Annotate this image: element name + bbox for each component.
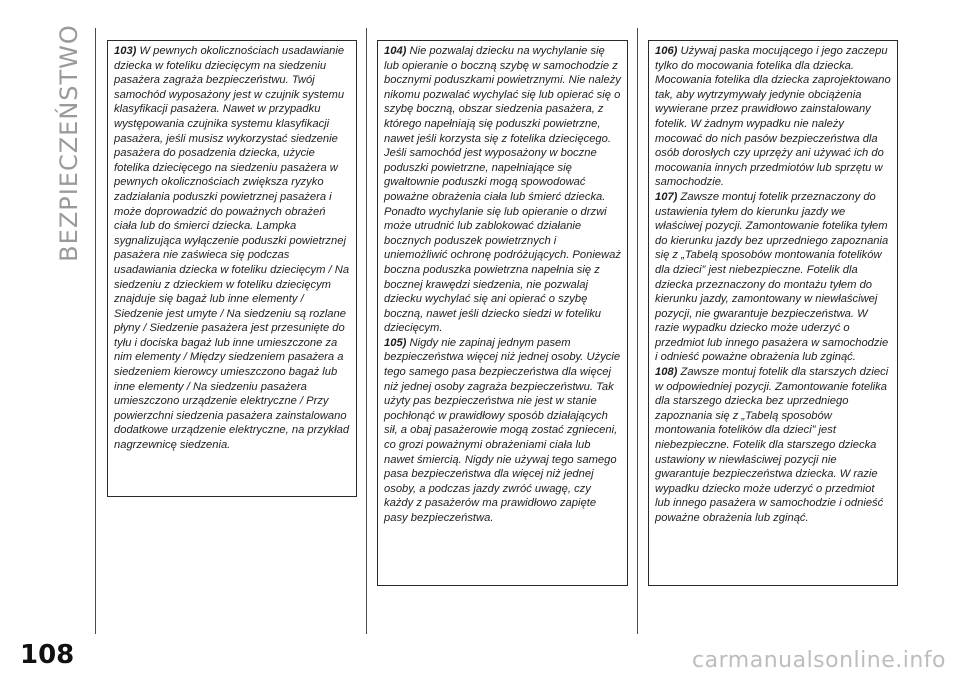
note-text: W pewnych okolicznościach usadawianie dziecka w foteliku dziecięcym na siedzeniu pasażera zagraża bezpieczeństwu. Twój samochód wyposażony jest w czujnik systemu klasyfikacji pasażera. Nawet w przypadku występowania czujnika systemu klasyfikacji pasażera, jeśli musisz wykorzystać siedzenie pasażera do posadzenia dziecka, użycie fotelika dziecięcego na siedzeniu pasażera w pewnych okolicznościach zwiększa ryzyko zadziałania poduszki powietrznej pasażera i może doprowadzić do poważnych obrażeń ciała lub do śmierci dziecka. Lampka sygnalizująca wyłączenie poduszki powietrznej pasażera nie zaświeca się podczas usadawiania dziecka w foteliku dziecięcym / Na siedzeniu z dzieckiem w foteliku dziecięcym znajduje się bagaż lub inne elementy / Siedzenie jest umyte / Na siedzeniu są rozlane płyny / Siedzenie pasażera jest przesunięte do tyłu i dociska bagaż lub inne umieszczone za nim elementy / Między siedzeniem pasażera a siedzeniem kierowcy umieszczono bagaż lub inne elementy / Na siedzeniu pasażera umieszczono urządzenie elektryczne / Przy powierzchni siedzenia pasażera zainstalowano dodatkowe urządzenie elektryczne, na przykład nagrzewnicę siedzenia. [114, 45, 350, 452]
note-number: 106) [655, 45, 678, 57]
note-text: Nie pozwalaj dziecku na wychylanie się lub opieranie o boczną szybę w samochodzie z bocznymi poduszkami powietrznymi. Nie należy nikomu pozwalać wychylać się lub opierać się o szybę boczną, obszar siedzenia pasażera, z którego napełniają się poduszki powietrzne, nawet jeśli korzysta się z fotelika dziecięcego. Jeśli samochód jest wyposażony w boczne poduszki powietrzne, napełniające się gwałtownie poduszki mogą spowodować poważne obrażenia ciała lub śmierć dziecka. Ponadto wychylanie się lub opieranie o drzwi może utrudnić lub zablokować działanie bocznych poduszek powietrznych i uniemożliwić ochronę podróżujących. Ponieważ boczna poduszka powietrzna napełnia się z bocznej krawędzi siedzenia, nie pozwalaj dziecku wychylać się ani opierać o szybę boczną, nawet jeśli dziecko siedzi w foteliku dziecięcym. [384, 45, 621, 335]
note-107 [655, 190, 891, 365]
column-divider-middle [366, 28, 367, 634]
warning-box-103 [107, 40, 357, 497]
warning-box-106-108 [648, 40, 898, 586]
column-divider-left [95, 28, 96, 634]
note-text: Nigdy nie zapinaj jednym pasem bezpieczeństwa więcej niż jednej osoby. Użycie tego samego pasa bezpieczeństwa dla więcej niż jednej osoby zagraża bezpieczeństwu. Tak użyty pas bezpieczeństwa nie jest w stanie pochłonąć w prawidłowy sposób działających sił, a obaj pasażerowie mogą zostać zgnieceni, co grozi poważnymi obrażeniami ciała lub nawet śmiercią. Nigdy nie używaj tego samego pasa bezpieczeństwa dla więcej niż jednej osoby, a podczas jazdy zwróć uwagę, czy każdy z pasażerów ma prawidłowo zapięte pasy bezpieczeństwa. [384, 336, 621, 524]
note-number: 105) [384, 336, 407, 349]
note-number: 103) [114, 45, 137, 57]
note-108 [655, 365, 891, 526]
warning-box-104-105 [377, 40, 628, 586]
section-title-text: BEZPIECZEŃSTWO [55, 24, 83, 262]
note-number: 107) [655, 190, 678, 203]
note-106 [655, 44, 891, 190]
note-text: Zawsze montuj fotelik dla starszych dzieci w odpowiedniej pozycji. Zamontowanie fotelika dla starszego dziecka bez uprzedniego zapoznania się z „Tabelą sposobów montowania fotelików dla dzieci” jest niebezpieczne. Fotelik dla starszego dziecka ustawiony w niewłaściwej pozycji nie gwarantuje bezpieczeństwa dziecka. W razie wypadku dziecko może uderzyć o przedmiot lub innego pasażera w samochodzie i odnieść poważne obrażenia lub zginąć. [655, 366, 889, 524]
note-text: Zawsze montuj fotelik przeznaczony do ustawienia tyłem do kierunku jazdy we właściwej pozycji. Zamontowanie fotelika tyłem do kierunku jazdy bez uprzedniego zapoznania się z „Tabelą sposobów montowania fotelików dla dzieci” jest niebezpieczne. Fotelik dla dziecka przeznaczony do montażu tyłem do kierunku jazdy, zamontowany w niewłaściwej pozycji, nie gwarantuje bezpieczeństwa. W razie wypadku dziecko może uderzyć o przedmiot lub innego pasażera w samochodzie i odnieść poważne obrażenia lub zginąć. [655, 190, 889, 364]
note-103 [114, 44, 350, 453]
section-title [52, 24, 86, 262]
page-number: 108 [20, 640, 75, 670]
note-number: 108) [655, 366, 678, 379]
note-105 [384, 336, 621, 526]
column-divider-right [637, 28, 638, 634]
watermark: carmanualsonline.info [692, 648, 946, 673]
note-text: Używaj paska mocującego i jego zaczepu tylko do mocowania fotelika dla dziecka. Mocowania fotelika dla dziecka zaprojektowano tak, aby wytrzymywały jedynie obciążenia wywierane przez prawidłowo zainstalowany fotelik. W żadnym wypadku nie należy mocować do nich pasów bezpieczeństwa dla osób dorosłych czy uprzęży ani używać ich do mocowania innych przedmiotów lub sprzętu w samochodzie. [655, 45, 891, 189]
note-number: 104) [384, 45, 407, 57]
note-104 [384, 44, 621, 336]
